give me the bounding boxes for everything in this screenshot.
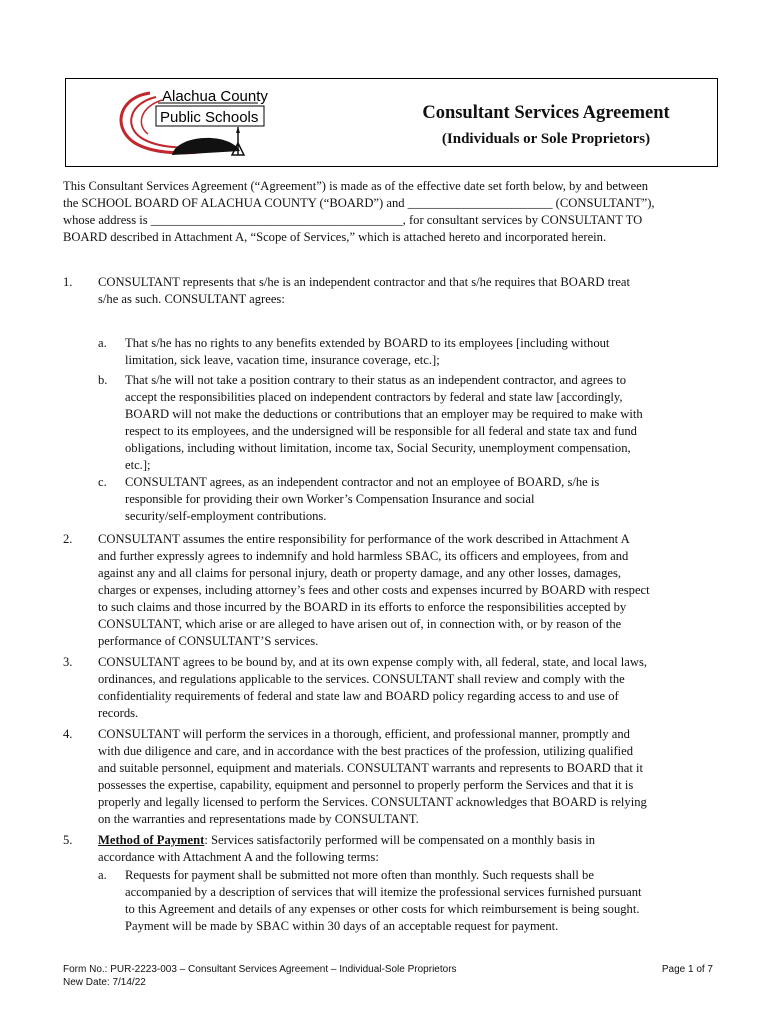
form-number: Form No.: PUR-2223-003 – Consultant Services Agreement – Individual-Sole Proprietors: [63, 964, 457, 975]
section-line: against any and all claims for personal injury, death or property damage, and any other losses, damages,: [98, 566, 622, 580]
section-number: 5.: [63, 833, 73, 847]
subitem-line: respect to its employees, and the undersigned will be responsible for all federal and state tax and fund: [125, 424, 637, 438]
form-date: New Date: 7/14/22: [63, 977, 146, 988]
section-text: [98, 654, 720, 722]
subitem-letter: a.: [98, 868, 107, 882]
section-heading-rest: : Services satisfactorily performed will be compensated on a monthly basis in: [204, 833, 595, 847]
section-number: 4.: [63, 727, 73, 741]
subitem-line: responsible for providing their own Worker’s Compensation Insurance and social: [125, 492, 535, 506]
section-line: on the warranties and representations made by CONSULTANT.: [98, 812, 419, 826]
subitem-letter: c.: [98, 475, 107, 489]
section-text: [98, 531, 720, 650]
subitem-letter: a.: [98, 336, 107, 350]
subitem-letter: b.: [98, 373, 108, 387]
section-heading: Method of Payment: [98, 833, 205, 847]
section-text: [98, 274, 720, 308]
subitem-line: security/self-employment contributions.: [125, 509, 327, 523]
section-line: and further expressly agrees to indemnify and hold harmless SBAC, its officers and employees, from and: [98, 549, 629, 563]
section-text: [98, 726, 720, 828]
intro-line: the SCHOOL BOARD OF ALACHUA COUNTY (“BOARD”) and _______________________ (CONSULTANT”),: [63, 196, 655, 210]
section-number: 3.: [63, 655, 73, 669]
section-line: with due diligence and care, and in accordance with the best practices of the profession, utilizing qualified: [98, 744, 634, 758]
section-line: accordance with Attachment A and the following terms:: [98, 850, 379, 864]
subitem-text: [125, 335, 720, 369]
section-line: CONSULTANT represents that s/he is an independent contractor and that s/he requires that BOARD treat: [98, 275, 630, 289]
intro-line: whose address is ________________________________________, for consultant services by CONSULTANT TO: [63, 213, 643, 227]
section-line: possesses the expertise, capability, equipment and personnel to properly perform the Services and that it is: [98, 778, 634, 792]
section-line: CONSULTANT assumes the entire responsibility for performance of the work described in Attachment A: [98, 532, 630, 546]
subitem-line: CONSULTANT agrees, as an independent contractor and not an employee of BOARD, s/he is: [125, 475, 600, 489]
logo-text-line2: Public Schools: [160, 109, 259, 126]
page-number: Page 1 of 7: [661, 964, 713, 975]
section-line: charges or expenses, including attorney’s fees and other costs and expenses incurred by BOARD with respect: [98, 583, 650, 597]
section-line: ordinances, and regulations applicable to the services. CONSULTANT shall review and comply with the: [98, 672, 625, 686]
section-heading-line: [98, 832, 720, 849]
subitem-line: to this Agreement and details of any expenses or other costs for which reimbursement is being sought.: [125, 902, 640, 916]
title-block: [376, 101, 716, 150]
section-line: confidentiality requirements of federal and state law and BOARD policy regarding access to and use of: [98, 689, 619, 703]
subitem-line: accept the responsibilities placed on independent contractors by federal and state law [accordingly,: [125, 390, 623, 404]
subitem-line: etc.];: [125, 458, 151, 472]
section-line: performance of CONSULTANT’S services.: [98, 634, 319, 648]
intro-line: BOARD described in Attachment A, “Scope of Services,” which is attached hereto and incorporated herein.: [63, 230, 607, 244]
section-line: records.: [98, 706, 139, 720]
subitem-text: [125, 474, 720, 525]
subitem-line: That s/he has no rights to any benefits extended by BOARD to its employees [including without: [125, 336, 610, 350]
subitem-line: BOARD will not make the deductions or contributions that an employer may be required to make with: [125, 407, 643, 421]
form-info: [63, 963, 457, 989]
subitem-line: limitation, sick leave, vacation time, insurance coverage, etc.];: [125, 353, 440, 367]
subitem-text: [125, 867, 720, 935]
logo-text-line1: Alachua County: [162, 88, 268, 105]
subitem-line: That s/he will not take a position contrary to their status as an independent contractor, and agrees to: [125, 373, 626, 387]
section-number: 2.: [63, 532, 73, 546]
document-subtitle: (Individuals or Sole Proprietors): [441, 131, 651, 147]
subitem-text: [125, 372, 720, 474]
section-text: [98, 832, 720, 866]
intro-line: This Consultant Services Agreement (“Agreement”) is made as of the effective date set forth below, by and between: [63, 179, 649, 193]
header-box: [65, 78, 718, 167]
section-line: properly and legally licensed to perform the Services. CONSULTANT acknowledges that BOARD is relying: [98, 795, 647, 809]
alachua-county-public-schools-logo: [110, 85, 278, 159]
section-line: CONSULTANT will perform the services in a thorough, efficient, and professional manner, promptly and: [98, 727, 630, 741]
subitem-line: Payment will be made by SBAC within 30 days of an acceptable request for payment.: [125, 919, 559, 933]
subitem-line: obligations, including without limitation, income tax, Social Security, unemployment compensation,: [125, 441, 631, 455]
section-line: and suitable personnel, equipment and materials. CONSULTANT warrants and represents to BOARD that it: [98, 761, 643, 775]
section-number: 1.: [63, 275, 73, 289]
document-title: Consultant Services Agreement: [422, 103, 670, 123]
section-line: s/he as such. CONSULTANT agrees:: [98, 292, 285, 306]
subitem-line: Requests for payment shall be submitted not more often than monthly. Such requests shall be: [125, 868, 594, 882]
section-line: CONSULTANT, which arise or are alleged to have arisen out of, in connection with, or by reason of the: [98, 617, 622, 631]
intro-paragraph: [63, 178, 720, 246]
subitem-line: accompanied by a description of services that will itemize the professional services furnished pursuant: [125, 885, 642, 899]
section-line: to such claims and those incurred by the BOARD in its efforts to enforce the responsibilities accepted by: [98, 600, 627, 614]
section-line: CONSULTANT agrees to be bound by, and at its own expense comply with, all federal, state, and local laws,: [98, 655, 648, 669]
